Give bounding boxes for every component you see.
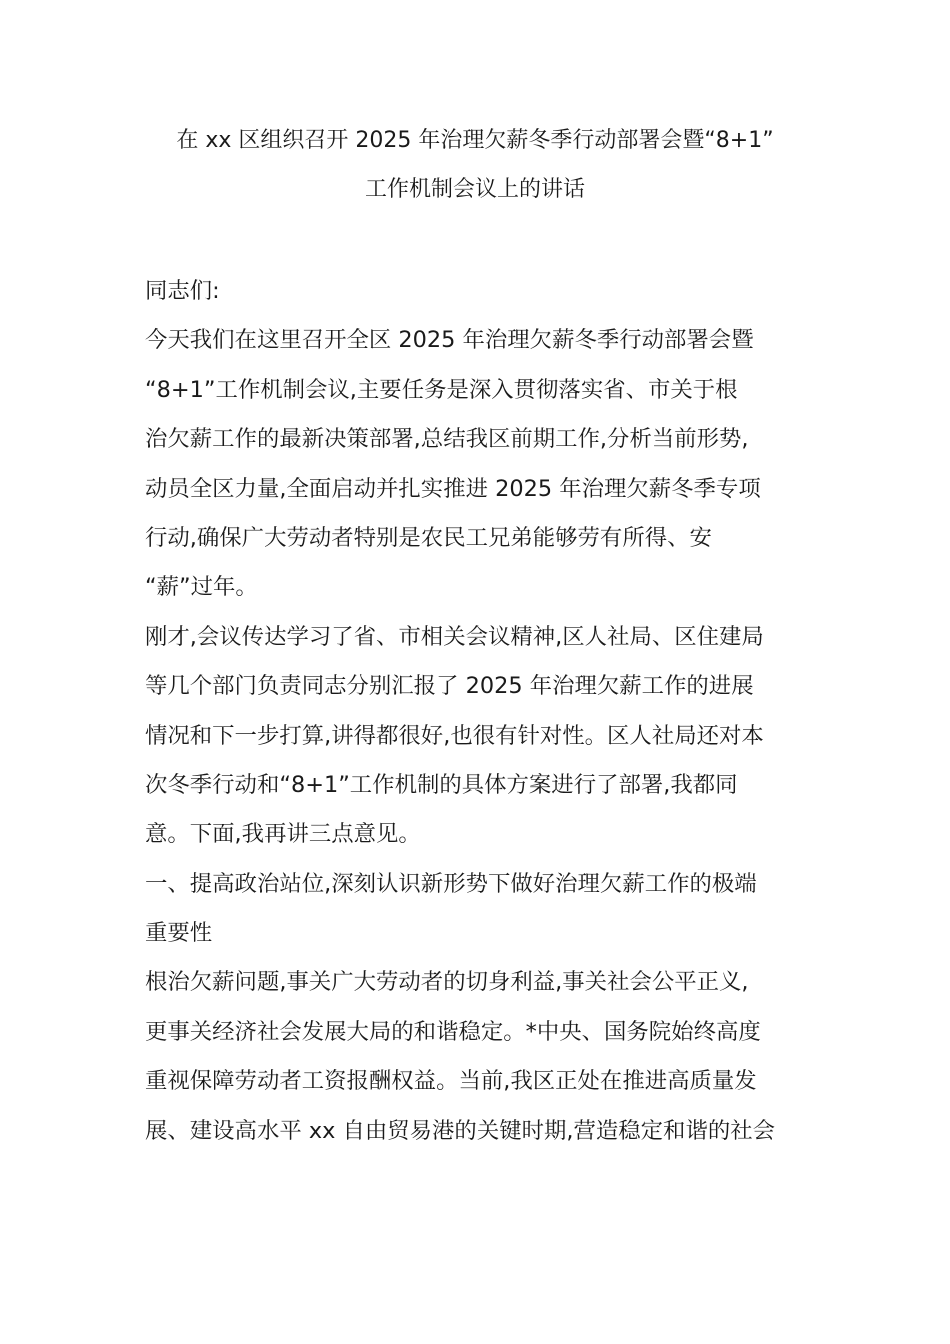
body-line: 展、建设高水平 xx 自由贸易港的关键时期,营造稳定和谐的社会 — [145, 1117, 776, 1144]
body-line: “8+1”工作机制会议,主要任务是深入贯彻落实省、市关于根 — [145, 376, 738, 403]
body-line: 治欠薪工作的最新决策部署,总结我区前期工作,分析当前形势, — [145, 426, 749, 453]
body-line: 情况和下一步打算,讲得都很好,也很有针对性。区人社局还对本 — [145, 722, 764, 749]
body-line: 今天我们在这里召开全区 2025 年治理欠薪冬季行动部署会暨 — [145, 327, 754, 354]
body-line: 动员全区力量,全面启动并扎实推进 2025 年治理欠薪冬季专项 — [145, 475, 761, 502]
body-line: 更事关经济社会发展大局的和谐稳定。*中央、国务院始终高度 — [145, 1018, 761, 1045]
section-heading-line: 一、提高政治站位,深刻认识新形势下做好治理欠薪工作的极端 — [145, 870, 757, 897]
body-line: 根治欠薪问题,事关广大劳动者的切身利益,事关社会公平正义, — [145, 969, 749, 996]
body-line: 次冬季行动和“8+1”工作机制的具体方案进行了部署,我都同 — [145, 771, 738, 798]
salutation: 同志们: — [145, 278, 220, 304]
body-line: 刚才,会议传达学习了省、市相关会议精神,区人社局、区住建局 — [145, 623, 764, 650]
body-line: 重视保障劳动者工资报酬权益。当前,我区正处在推进高质量发 — [145, 1068, 757, 1095]
body-line: 等几个部门负责同志分别汇报了 2025 年治理欠薪工作的进展 — [145, 673, 754, 700]
body-line: 意。下面,我再讲三点意见。 — [145, 821, 421, 848]
body-line: 行动,确保广大劳动者特别是农民工兄弟能够劳有所得、安 — [145, 524, 712, 551]
document-body — [145, 276, 825, 1165]
body-line: “薪”过年。 — [145, 574, 258, 601]
document-title-line-1: 在 xx 区组织召开 2025 年治理欠薪冬季行动部署会暨“8+1” — [176, 128, 774, 153]
section-heading-line: 重要性 — [145, 920, 213, 947]
document-title-line-2: 工作机制会议上的讲话 — [364, 177, 585, 202]
